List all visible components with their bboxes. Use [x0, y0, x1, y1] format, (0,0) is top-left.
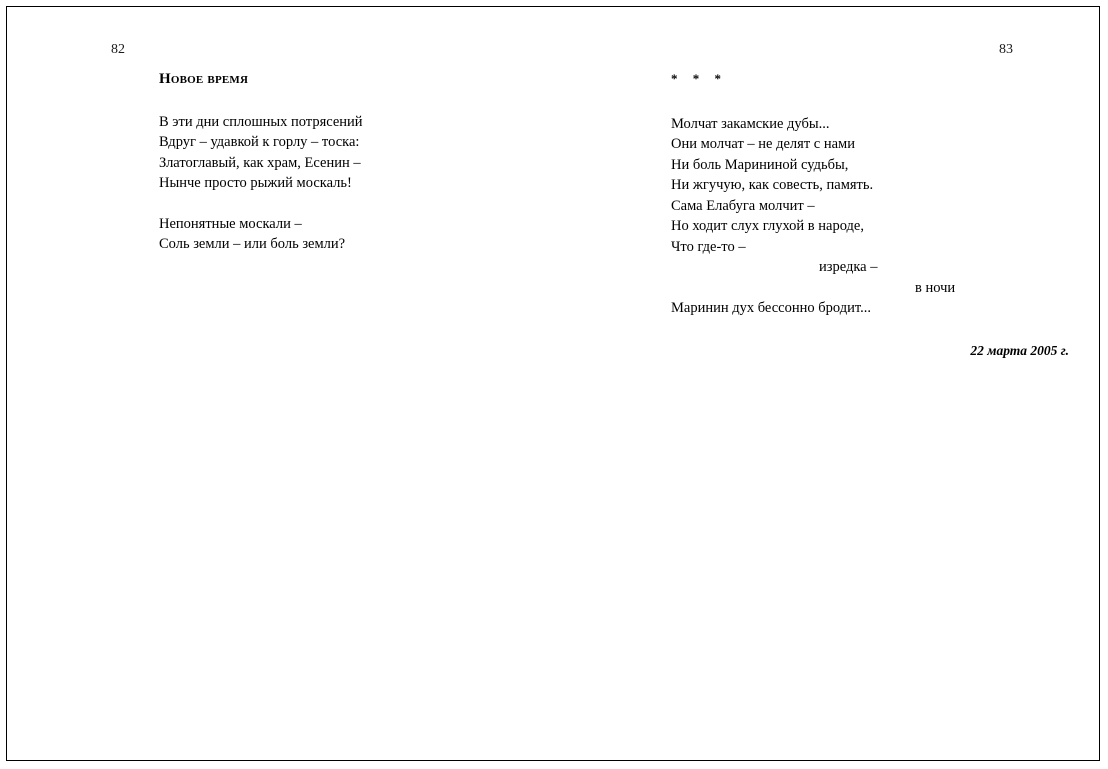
- left-page-column: [159, 69, 559, 255]
- page-border: [6, 6, 1100, 761]
- poem-line: В эти дни сплошных потрясений: [159, 113, 363, 130]
- poem-line: Непонятные москали –: [159, 215, 302, 232]
- poem-line: Маринин дух бессонно бродит...: [671, 300, 871, 316]
- poem-line: изредка –: [819, 259, 878, 275]
- folio-right: 83: [999, 42, 1013, 57]
- right-poem-title: * * *: [671, 71, 727, 86]
- poem-line: Нынче просто рыжий москаль!: [159, 175, 352, 191]
- left-poem-title: Новое время: [159, 71, 249, 87]
- poem-line: в ночи: [915, 279, 956, 296]
- poem-line: Сама Елабуга молчит –: [671, 197, 815, 214]
- poem-line: Соль земли – или боль земли?: [159, 236, 346, 252]
- poem-line: Что где-то –: [671, 238, 746, 255]
- poem-signature-date: 22 марта 2005 г.: [970, 342, 1069, 358]
- left-stanza-2: [159, 214, 559, 255]
- poem-line: Ни жгучую, как совесть, память.: [671, 177, 874, 193]
- poem-line: Ни боль Марининой судьбы,: [671, 156, 849, 173]
- poem-line: Вдруг – удавкой к горлу – тоска:: [159, 134, 360, 150]
- poem-line: Молчат закамские дубы...: [671, 115, 830, 132]
- book-spread: [7, 7, 1101, 762]
- poem-line: Но ходит слух глухой в народе,: [671, 218, 864, 234]
- poem-line: Они молчат – не делят с нами: [671, 136, 855, 152]
- right-stanza-1: [671, 114, 1071, 319]
- right-page-column: [671, 69, 1071, 361]
- poem-line: Златоглавый, как храм, Есенин –: [159, 154, 361, 171]
- left-stanza-1: [159, 112, 559, 194]
- folio-left: 82: [111, 42, 125, 57]
